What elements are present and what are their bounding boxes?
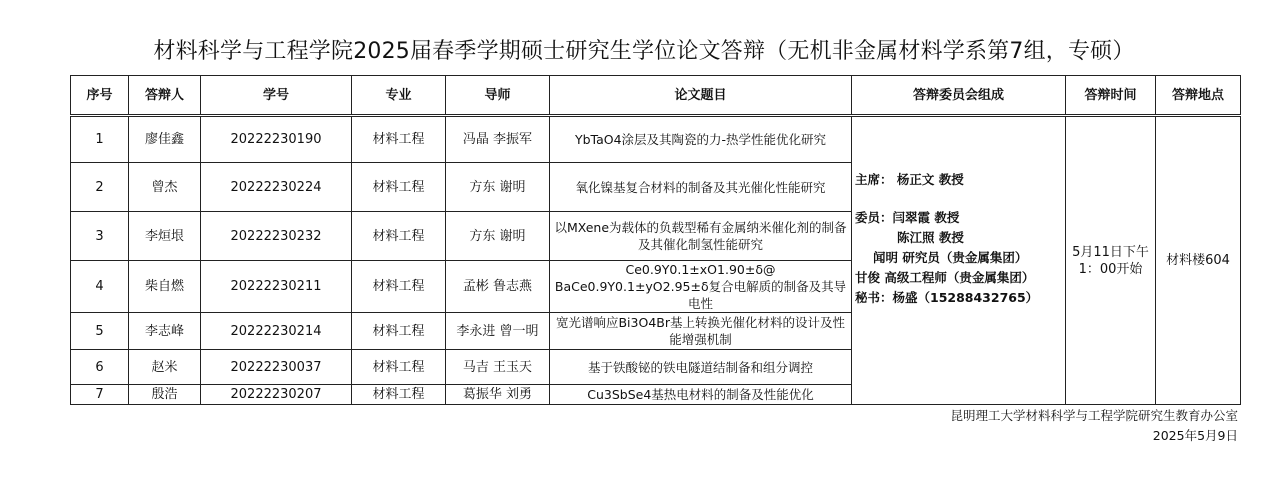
cell-advisor: 方东 谢明 <box>446 163 550 212</box>
header-advisor: 导师 <box>446 76 550 116</box>
cell-id: 20222230214 <box>201 313 352 350</box>
defense-location: 材料楼604 <box>1156 116 1241 405</box>
cell-name: 柴自燃 <box>129 261 201 313</box>
committee-secretary: 秘书：杨盛（15288432765） <box>855 289 1039 305</box>
cell-id: 20222230224 <box>201 163 352 212</box>
cell-thesis: Cu3SbSe4基热电材料的制备及性能优化 <box>550 385 852 405</box>
cell-name: 赵米 <box>129 350 201 385</box>
cell-no: 1 <box>71 116 129 163</box>
cell-no: 6 <box>71 350 129 385</box>
footer-date: 2025年5月9日 <box>1152 428 1238 443</box>
cell-advisor: 方东 谢明 <box>446 212 550 261</box>
cell-no: 7 <box>71 385 129 405</box>
committee-member: 委员：闫翠霞 教授 <box>855 209 960 225</box>
cell-id: 20222230211 <box>201 261 352 313</box>
cell-major: 材料工程 <box>352 212 446 261</box>
cell-major: 材料工程 <box>352 261 446 313</box>
cell-name: 李志峰 <box>129 313 201 350</box>
committee-chair: 主席： 杨正文 教授 <box>855 171 964 187</box>
header-thesis: 论文题目 <box>550 76 852 116</box>
cell-advisor: 冯晶 李振军 <box>446 116 550 163</box>
cell-id: 20222230207 <box>201 385 352 405</box>
cell-advisor: 葛振华 刘勇 <box>446 385 550 405</box>
cell-name: 廖佳鑫 <box>129 116 201 163</box>
cell-no: 3 <box>71 212 129 261</box>
cell-thesis: 基于铁酸铋的铁电隧道结制备和组分调控 <box>550 350 852 385</box>
footer-office: 昆明理工大学材料科学与工程学院研究生教育办公室 <box>950 408 1238 423</box>
header-location: 答辩地点 <box>1156 76 1241 116</box>
header-time: 答辩时间 <box>1066 76 1156 116</box>
committee-member: 陈江照 教授 <box>897 229 964 245</box>
cell-name: 殷浩 <box>129 385 201 405</box>
defense-time: 5月11日下午1：00开始 <box>1066 116 1156 405</box>
table-row <box>71 116 1241 163</box>
committee-member: 甘俊 高级工程师（贵金属集团） <box>855 269 1035 285</box>
header-no: 序号 <box>71 76 129 116</box>
cell-no: 2 <box>71 163 129 212</box>
cell-thesis: 氧化镍基复合材料的制备及其光催化性能研究 <box>550 163 852 212</box>
cell-id: 20222230037 <box>201 350 352 385</box>
header-name: 答辩人 <box>129 76 201 116</box>
cell-major: 材料工程 <box>352 385 446 405</box>
cell-thesis: Ce0.9Y0.1±xO1.90±δ@ BaCe0.9Y0.1±yO2.95±δ复合电解质的制备及其导电性 <box>550 261 852 313</box>
cell-major: 材料工程 <box>352 313 446 350</box>
defense-schedule-table <box>70 75 1241 405</box>
cell-advisor: 马吉 王玉天 <box>446 350 550 385</box>
cell-thesis: YbTaO4涂层及其陶瓷的力-热学性能优化研究 <box>550 116 852 163</box>
cell-thesis: 宽光谱响应Bi3O4Br基上转换光催化材料的设计及性能增强机制 <box>550 313 852 350</box>
page-title: 材料科学与工程学院2025届春季学期硕士研究生学位论文答辩（无机非金属材料学系第7组，专硕） <box>153 39 1135 64</box>
cell-major: 材料工程 <box>352 350 446 385</box>
cell-no: 4 <box>71 261 129 313</box>
header-major: 专业 <box>352 76 446 116</box>
cell-major: 材料工程 <box>352 163 446 212</box>
cell-no: 5 <box>71 313 129 350</box>
header-id: 学号 <box>201 76 352 116</box>
cell-advisor: 孟彬 鲁志燕 <box>446 261 550 313</box>
cell-name: 曾杰 <box>129 163 201 212</box>
cell-name: 李烜垠 <box>129 212 201 261</box>
cell-thesis: 以MXene为载体的负载型稀有金属纳米催化剂的制备及其催化制氢性能研究 <box>550 212 852 261</box>
cell-id: 20222230232 <box>201 212 352 261</box>
cell-major: 材料工程 <box>352 116 446 163</box>
committee-member: 闻明 研究员（贵金属集团） <box>873 249 1028 265</box>
table-header-row <box>71 76 1241 116</box>
committee-cell <box>852 116 1066 405</box>
header-committee: 答辩委员会组成 <box>852 76 1066 116</box>
cell-advisor: 李永进 曾一明 <box>446 313 550 350</box>
cell-id: 20222230190 <box>201 116 352 163</box>
